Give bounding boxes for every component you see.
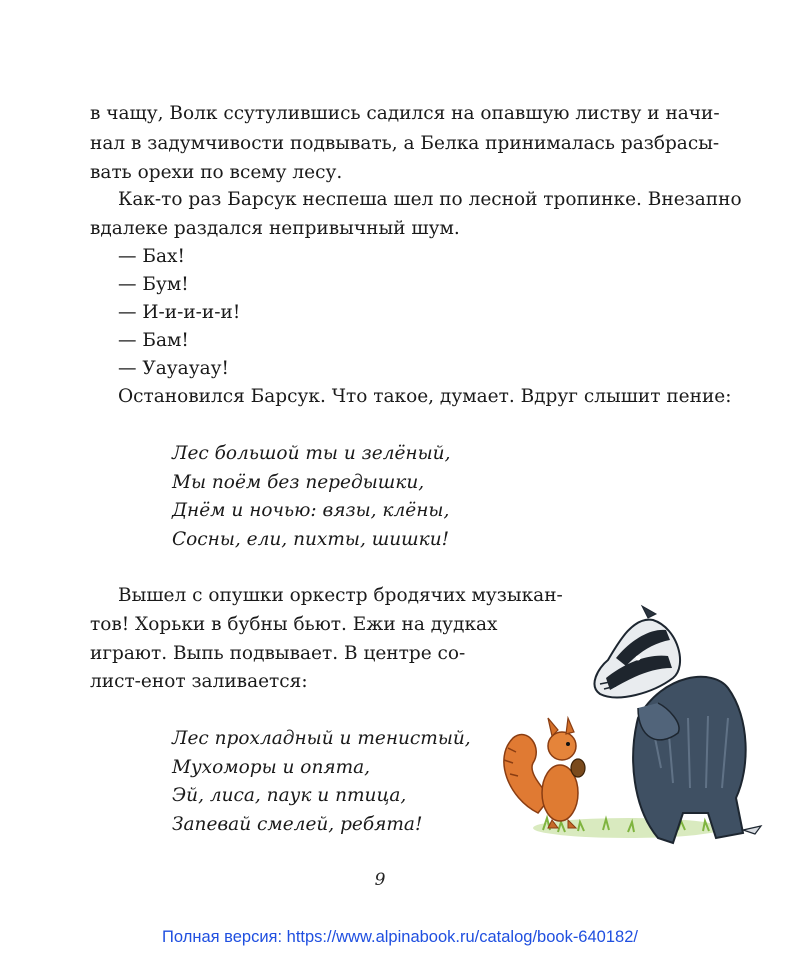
full-version-link[interactable]: Полная версия: https://www.alpinabook.ru/catalog/book-640182/ (162, 928, 638, 946)
paragraph-2-line-1: Как-то раз Барсук неспеша шел по лесной тропинке. Внезапно (118, 189, 742, 210)
paragraph-1-line-2: нал в задумчивости подвывать, а Белка принималась разбрасы- (90, 133, 720, 154)
verse-2-line-1: Лес прохладный и тенистый, (172, 728, 471, 749)
paragraph-4-line-2: тов! Хорьки в бубны бьют. Ежи на дудках (90, 614, 498, 635)
verse-1-line-1: Лес большой ты и зелёный, (172, 443, 451, 464)
squirrel-figure (504, 718, 585, 828)
verse-1-line-3: Днём и ночью: вязы, клёны, (172, 500, 450, 521)
sound-line: — Бум! (118, 274, 189, 295)
paragraph-3: Остановился Барсук. Что такое, думает. Вдруг слышит пение: (118, 386, 732, 407)
paragraph-4-line-4: лист-енот заливается: (90, 671, 308, 692)
paragraph-1-line-1: в чащу, Волк ссутулившись садился на опавшую листву и начи- (90, 103, 720, 124)
paragraph-4-line-3: играют. Выпь подвывает. В центре со- (90, 643, 466, 664)
badger-squirrel-illustration (488, 598, 780, 860)
sound-line: — Уауауау! (118, 358, 229, 379)
paragraph-1-line-3: вать орехи по всему лесу. (90, 162, 343, 183)
badger-figure (595, 606, 761, 843)
sound-line: — И-и-и-и-и! (118, 302, 241, 323)
verse-2-line-3: Эй, лиса, паук и птица, (172, 785, 407, 806)
sound-line: — Бам! (118, 330, 189, 351)
paragraph-2-line-2: вдалеке раздался непривычный шум. (90, 218, 460, 239)
page-number: 9 (374, 870, 386, 890)
verse-1-line-4: Сосны, ели, пихты, шишки! (172, 529, 450, 550)
verse-1-line-2: Мы поём без передышки, (172, 472, 425, 493)
verse-2-line-4: Запевай смелей, ребята! (172, 814, 423, 835)
paragraph-4-line-1: Вышел с опушки оркестр бродячих музыкан- (118, 585, 563, 606)
verse-2-line-2: Мухоморы и опята, (172, 757, 371, 778)
sound-line: — Бах! (118, 246, 185, 267)
